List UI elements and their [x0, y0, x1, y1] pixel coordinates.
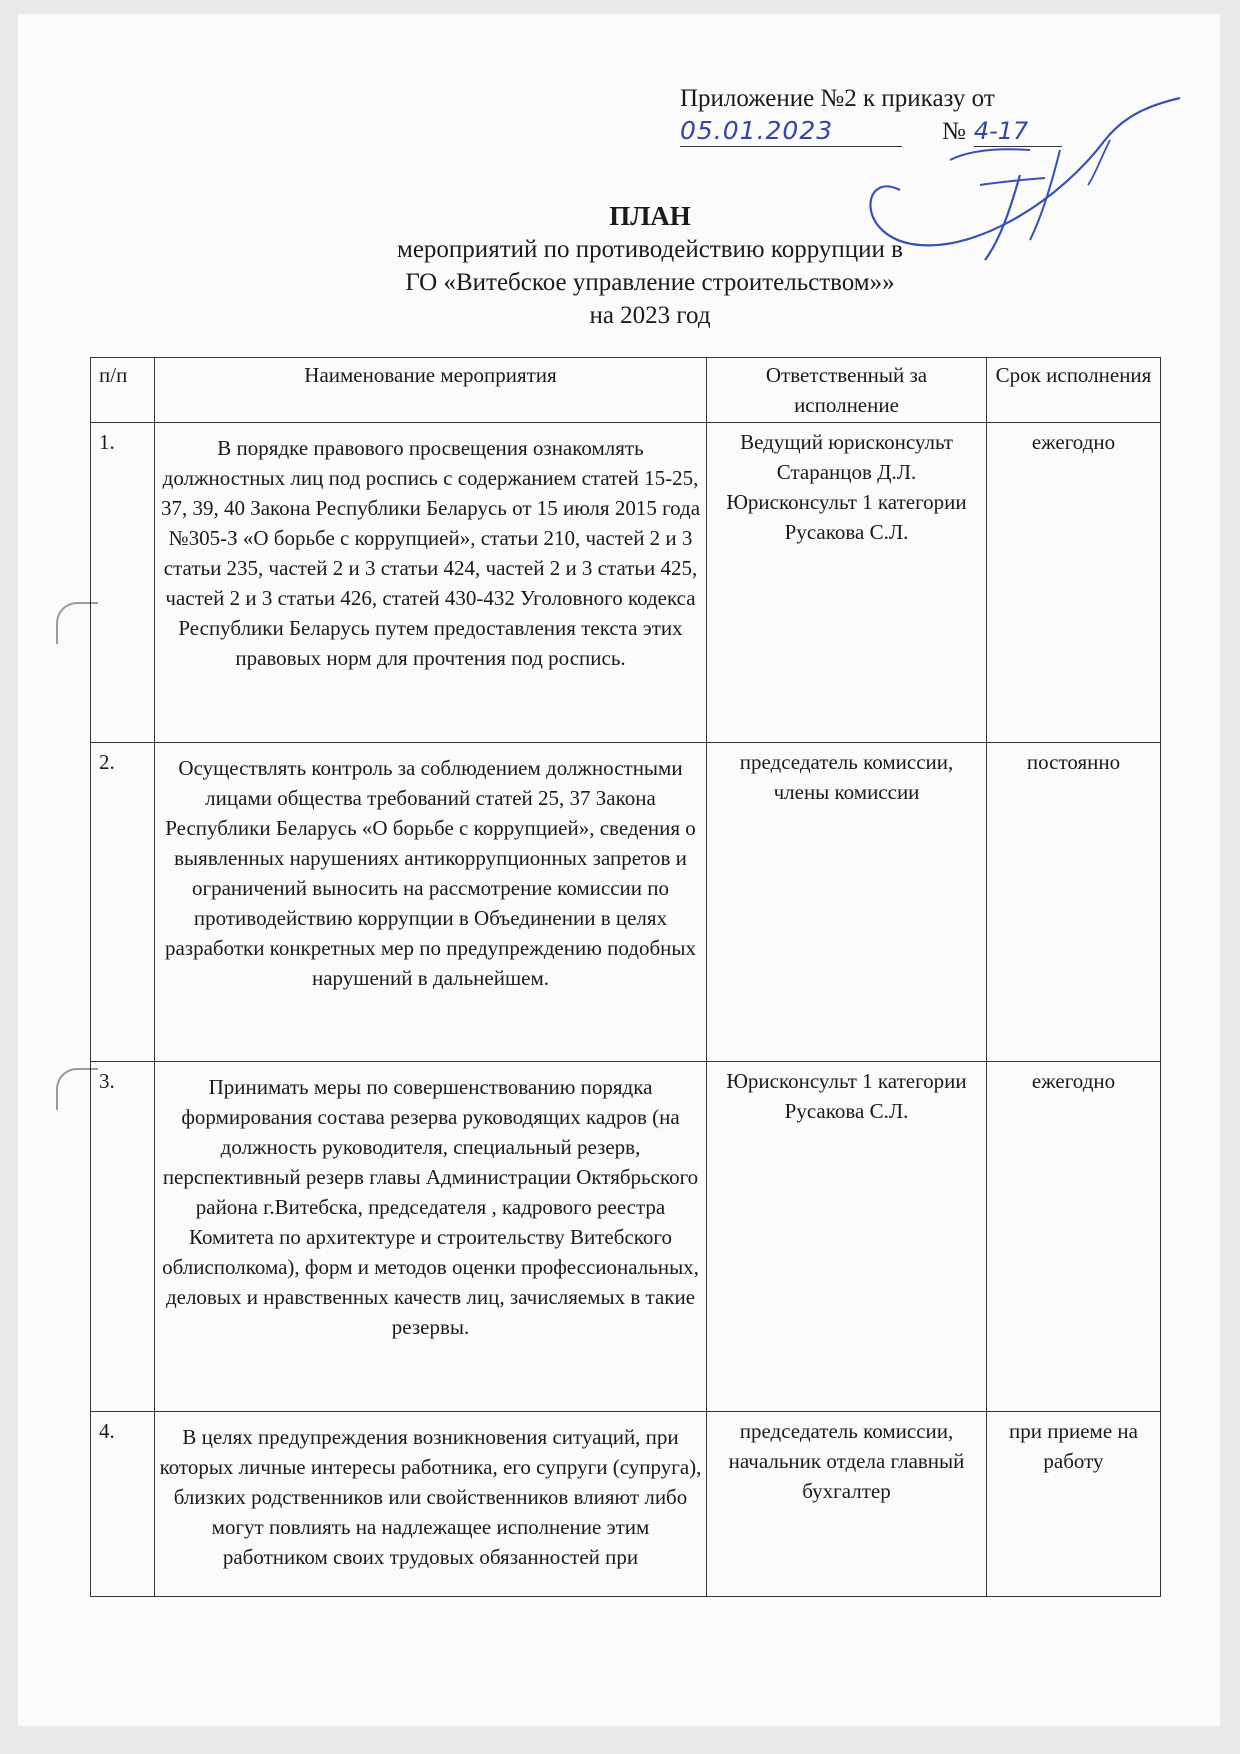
cell-responsible: председатель комиссии, члены комиссии	[707, 743, 987, 1062]
table-header-row	[91, 358, 1161, 423]
cell-num: 3.	[91, 1062, 155, 1412]
header-name: Наименование мероприятия	[155, 358, 707, 423]
cell-name: Принимать меры по совершенствованию порядка формирования состава резерва руководящих кадров (на должность руководителя, специальный резерв, перспективный резерв главы Администрации Октябрьского района г.Витебска, председателя , кадрового реестра Комитета по архитектуре и строительству Витебского облисполкома), форм и методов оценки профессиональных, деловых и нравственных качеств лиц, зачисляемых в такие резервы.	[155, 1062, 707, 1412]
cell-term: ежегодно	[987, 423, 1161, 743]
cell-responsible: Юрисконсульт 1 категории Русакова С.Л.	[707, 1062, 987, 1412]
header-term: Срок исполнения	[987, 358, 1161, 423]
header-responsible: Ответственный за исполнение	[707, 358, 987, 423]
cell-name: В целях предупреждения возникновения ситуаций, при которых личные интересы работника, его супруги (супруга), близких родственников или свойственников влияют либо могут повлиять на надлежащее исполнение этим работником своих трудовых обязанностей при	[155, 1412, 707, 1597]
cell-term: ежегодно	[987, 1062, 1161, 1412]
cell-name: Осуществлять контроль за соблюдением должностными лицами общества требований статей 25, 37 Закона Республики Беларусь «О борьбе с коррупцией», сведения о выявленных нарушениях антикоррупционных запретов и ограничений выносить на рассмотрение комиссии по противодействию коррупции в Объединении в целях разработки конкретных мер по предупреждению подобных нарушений в дальнейшем.	[155, 743, 707, 1062]
cell-term: при приеме на работу	[987, 1412, 1161, 1597]
cell-num: 1.	[91, 423, 155, 743]
header-num: п/п	[91, 358, 155, 423]
title-line-2: ГО «Витебское управление строительством»»	[405, 269, 895, 296]
cell-num: 4.	[91, 1412, 155, 1597]
cell-num: 2.	[91, 743, 155, 1062]
title-line-3: на 2023 год	[589, 302, 711, 329]
cell-responsible: Ведущий юрисконсульт Старанцов Д.Л. Юрисконсульт 1 категории Русакова С.Л.	[707, 423, 987, 743]
table-row	[91, 1062, 1161, 1412]
table-row	[91, 423, 1161, 743]
appendix-line: Приложение №2 к приказу от	[680, 85, 995, 112]
order-number-handwritten: 4-17	[974, 116, 1062, 147]
cell-responsible: председатель комиссии, начальник отдела главный бухгалтер	[707, 1412, 987, 1597]
document-title	[250, 200, 1050, 332]
table-row	[91, 743, 1161, 1062]
order-date-handwritten: 05.01.2023	[680, 116, 902, 147]
title-line-1: мероприятий по противодействию коррупции в	[397, 236, 903, 263]
number-sign: №	[942, 118, 966, 145]
measures-table	[90, 357, 1161, 1597]
table-row	[91, 1412, 1161, 1597]
title-plan: ПЛАН	[609, 201, 691, 231]
cell-name: В порядке правового просвещения ознакомлять должностных лиц под роспись с содержанием статей 15-25, 37, 39, 40 Закона Республики Беларусь от 15 июля 2015 года №305-З «О борьбе с коррупцией», статьи 210, частей 2 и 3 статьи 235, частей 2 и 3 статьи 424, частей 2 и 3 статьи 425, частей 2 и 3 статьи 426, статей 430-432 Уголовного кодекса Республики Беларусь путем предоставления текста этих правовых норм для прочтения под роспись.	[155, 423, 707, 743]
cell-term: постоянно	[987, 743, 1161, 1062]
